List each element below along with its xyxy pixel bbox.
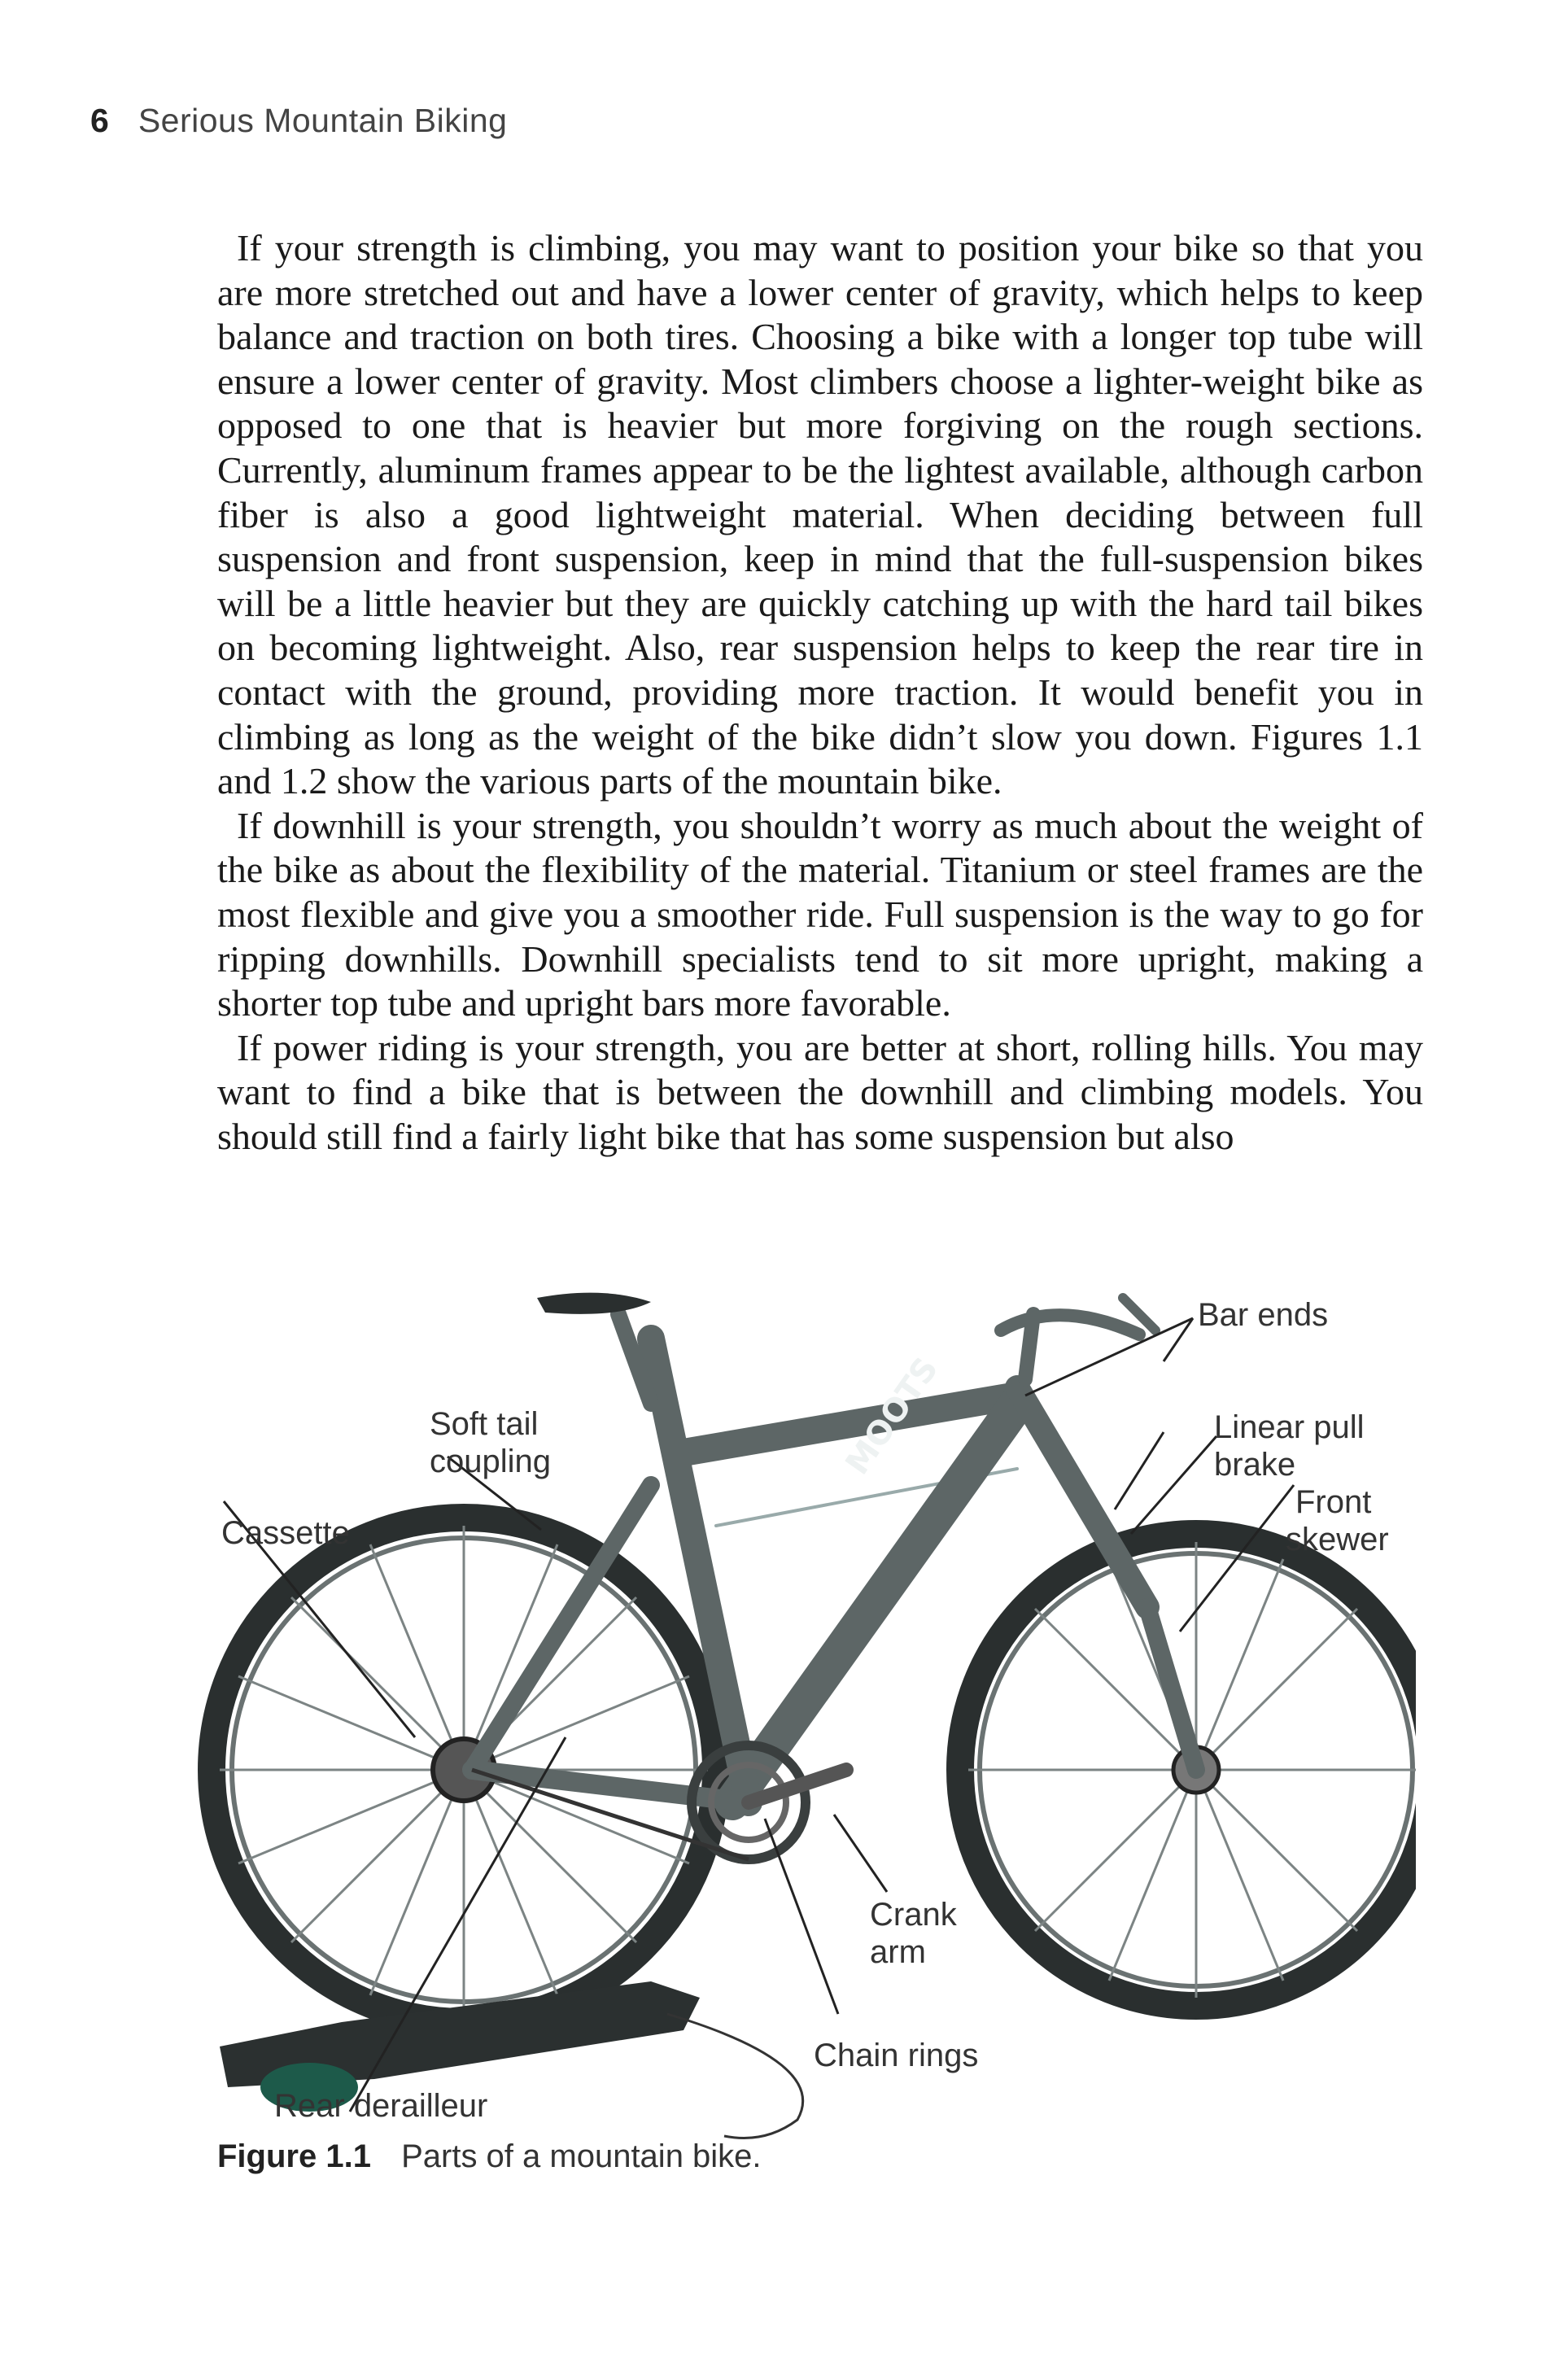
label-soft-tail-line1: Soft tail	[430, 1406, 539, 1442]
paragraph-downhill: If downhill is your strength, you shouldn’t worry as much about the weight of the bike as about the flexibility of the material. Titanium or steel frames are the most flexible and give you a smoother ride. Full suspension is the way to go for ripping downhills. Downhill specialists tend to sit more upright, making a shorter top tube and upright bars more favorable.	[217, 804, 1423, 1024]
frame-logo: MOOTS	[838, 1351, 946, 1482]
paragraph-power-riding: If power riding is your strength, you are better at short, rolling hills. You may want to find a bike that is between the downhill and climbing models. You should still find a fairly light bike that has some suspension but also	[217, 1026, 1423, 1157]
paragraph-climbing: If your strength is climbing, you may want to position your bike so that you are more stretched out and have a lower center of gravity, which helps to keep balance and traction on both tires. Choosing a bike with a longer top tube will ensure a lower center of gravity. Most climbers choose a lighter-weight bike as opposed to one that is heavier but more forgiving on the rough sections. Currently, aluminum frames appear to be the lightest available, although carbon fiber is also a good lightweight material. When deciding between full suspension and front suspension, keep in mind that the full-suspension bikes will be a little heavier but they are quickly catching up with the hard tail bikes on becoming lightweight. Also, rear suspension helps to keep the rear tire in contact with the ground, providing more traction. It would benefit you in climbing as long as the weight of the bike didn’t slow you down. Figures 1.1 and 1.2 show the various parts of the mountain bike.	[217, 227, 1423, 802]
label-rear-derailleur: Rear derailleur	[274, 2088, 488, 2124]
figure-number: Figure 1.1	[217, 2138, 371, 2174]
label-chain-rings: Chain rings	[814, 2038, 979, 2073]
label-linear-pull-line2: brake	[1214, 1447, 1296, 1483]
body-text	[217, 226, 1423, 1159]
label-front-skewer-line2: skewer	[1286, 1522, 1389, 1557]
caption-text: Parts of a mountain bike.	[401, 2138, 762, 2174]
label-bar-ends: Bar ends	[1198, 1297, 1329, 1333]
running-title: Serious Mountain Biking	[138, 102, 508, 139]
label-crank-line2: arm	[870, 1934, 926, 1970]
bike-illustration	[195, 1265, 1416, 2177]
figure-caption	[217, 2138, 762, 2175]
label-front-skewer-line1: Front	[1295, 1484, 1372, 1520]
label-soft-tail-line2: coupling	[430, 1444, 552, 1479]
running-header	[90, 102, 507, 147]
label-linear-pull-line1: Linear pull	[1214, 1409, 1365, 1445]
saddle	[537, 1293, 651, 1314]
page-number: 6	[90, 102, 109, 139]
label-cassette: Cassette	[221, 1515, 350, 1551]
bike-figure	[195, 1265, 1416, 2177]
label-crank-line1: Crank	[870, 1897, 957, 1933]
